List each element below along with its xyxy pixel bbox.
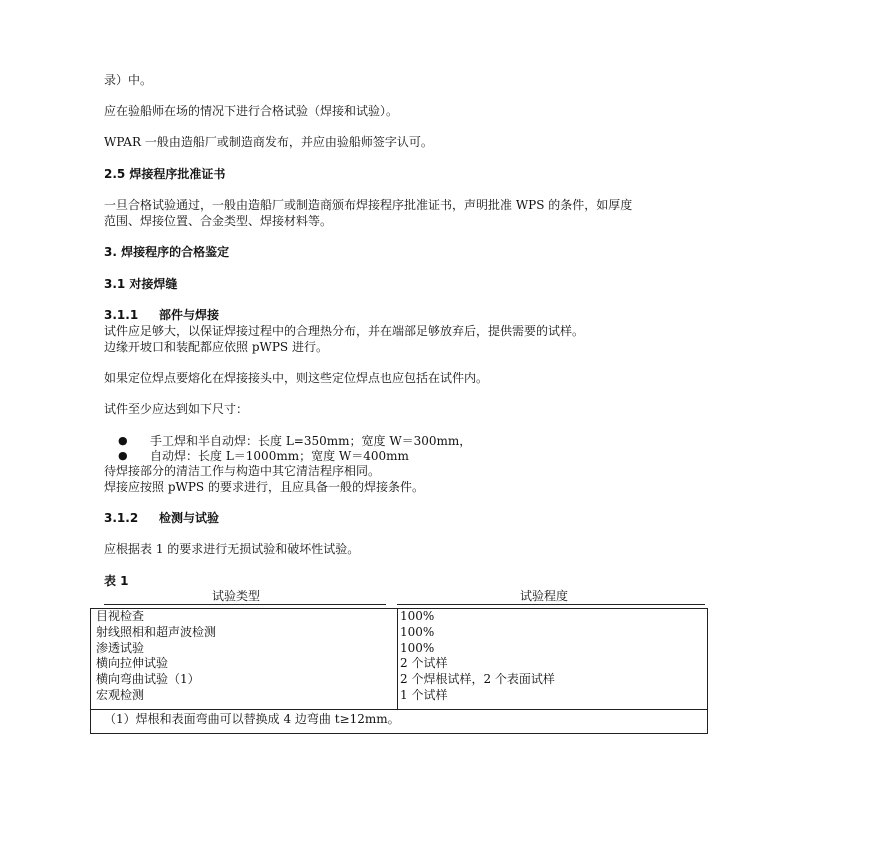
table-header-underline xyxy=(397,604,705,605)
paragraph-min-size: 试件至少应达到如下尺寸： xyxy=(104,402,249,416)
table-header-underline xyxy=(104,604,386,605)
heading-3-1-1 xyxy=(104,307,219,323)
table-cell-extent: 100% xyxy=(400,609,435,623)
table-cell-type: 目视检查 xyxy=(96,609,145,623)
heading-3-1-2 xyxy=(104,510,219,526)
table-cell-type: 渗透试验 xyxy=(96,641,145,655)
paragraph-wpar: WPAR 一般由造船厂或制造商发布，并应由验船师签字认可。 xyxy=(104,135,433,149)
bullet-icon: ● xyxy=(118,449,128,462)
heading-2-5: 2.5 焊接程序批准证书 xyxy=(104,167,226,181)
paragraph-continuation: 录）中。 xyxy=(104,73,153,87)
bullet-item-auto: 自动焊：长度 L＝1000mm；宽度 W＝400mm xyxy=(150,449,409,463)
table-cell-type: 横向弯曲试验（1） xyxy=(96,672,200,686)
bullet-item-manual: 手工焊和半自动焊：长度 L=350mm；宽度 W＝300mm， xyxy=(150,434,472,448)
paragraph-certificate-line1: 一旦合格试验通过，一般由造船厂或制造商颁布焊接程序批准证书，声明批准 WPS 的条件，如厚度 xyxy=(104,198,633,212)
paragraph-welding-conditions: 焊接应按照 pWPS 的要求进行，且应具备一般的焊接条件。 xyxy=(104,480,424,494)
paragraph-surveyor-presence: 应在验船师在场的情况下进行合格试验（焊接和试验）。 xyxy=(104,104,399,118)
heading-3-1-1-title: 部件与焊接 xyxy=(159,308,220,322)
table-cell-type: 射线照相和超声波检测 xyxy=(96,625,217,639)
bullet-icon: ● xyxy=(118,434,128,447)
table-cell-extent: 100% xyxy=(400,625,435,639)
table-header-test-extent: 试验程度 xyxy=(520,589,569,603)
heading-3: 3. 焊接程序的合格鉴定 xyxy=(104,245,230,259)
paragraph-certificate-line2: 范围、焊接位置、合金类型、焊接材料等。 xyxy=(104,214,333,228)
table-cell-type: 宏观检测 xyxy=(96,688,145,702)
table-cell-extent: 2 个焊根试样，2 个表面试样 xyxy=(400,672,555,686)
paragraph-cleaning: 待焊接部分的清洁工作与构造中其它清洁程序相同。 xyxy=(104,464,381,478)
paragraph-tack-welds: 如果定位焊点要熔化在焊接接头中，则这些定位焊点也应包括在试件内。 xyxy=(104,371,489,385)
heading-3-1-1-number: 3.1.1 xyxy=(104,308,139,322)
paragraph-testing-ref: 应根据表 1 的要求进行无损试验和破坏性试验。 xyxy=(104,542,360,556)
table-caption: 表 1 xyxy=(104,574,129,588)
heading-3-1-2-title: 检测与试验 xyxy=(159,511,220,525)
table-note-divider xyxy=(90,709,708,710)
table-cell-extent: 100% xyxy=(400,641,435,655)
table-cell-extent: 2 个试样 xyxy=(400,656,448,670)
paragraph-edge-prep: 边缘开坡口和装配都应依照 pWPS 进行。 xyxy=(104,340,328,354)
table-column-divider xyxy=(397,608,398,710)
heading-3-1: 3.1 对接焊缝 xyxy=(104,277,178,291)
table-cell-type: 横向拉伸试验 xyxy=(96,656,169,670)
heading-3-1-2-number: 3.1.2 xyxy=(104,511,139,525)
table-cell-extent: 1 个试样 xyxy=(400,688,448,702)
table-header-test-type: 试验类型 xyxy=(212,589,261,603)
paragraph-specimen-size: 试件应足够大，以保证焊接过程中的合理热分布，并在端部足够放弃后，提供需要的试样。 xyxy=(104,324,585,338)
table-footnote: （1）焊根和表面弯曲可以替换成 4 边弯曲 t≥12mm。 xyxy=(104,712,400,726)
